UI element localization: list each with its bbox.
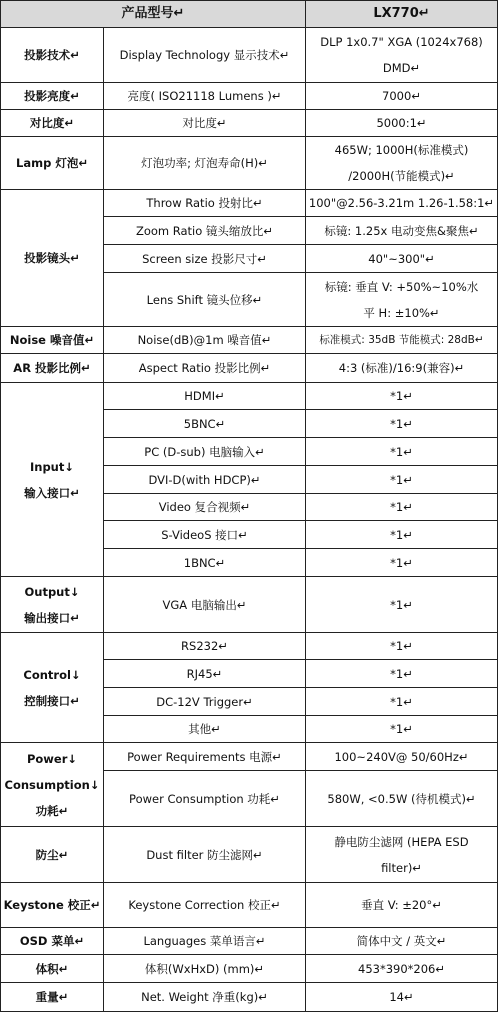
value-cell: 580W, <0.5W (待机模式)↵ xyxy=(306,771,498,827)
item-cell: DVI-D(with HDCP)↵ xyxy=(104,466,306,494)
item-cell: Throw Ratio 投射比↵ xyxy=(104,190,306,217)
value-cell: *1↵ xyxy=(306,383,498,410)
value-cell: 标镜: 1.25x 电动变焦&聚焦↵ xyxy=(306,217,498,245)
header-model-value: LX770↵ xyxy=(306,1,498,28)
value-cell: *1↵ xyxy=(306,521,498,549)
value-cell: 简体中文 / 英文↵ xyxy=(306,928,498,955)
table-row xyxy=(1,83,498,110)
value-line: filter)↵ xyxy=(381,860,422,875)
item-cell: Power Requirements 电源↵ xyxy=(104,743,306,771)
category-line: 输出接口↵ xyxy=(24,610,80,625)
item-cell: 对比度↵ xyxy=(104,110,306,137)
category-line: 控制接口↵ xyxy=(24,693,80,708)
category-cell: 投影镜头↵ xyxy=(1,190,104,327)
category-line: Output↓ xyxy=(24,584,80,599)
value-cell: *1↵ xyxy=(306,549,498,577)
value-line: /2000H(节能模式)↵ xyxy=(348,169,455,183)
category-cell xyxy=(1,577,104,633)
item-cell: Languages 菜单语言↵ xyxy=(104,928,306,955)
table-row xyxy=(1,883,498,928)
item-cell: DC-12V Trigger↵ xyxy=(104,688,306,716)
item-cell: VGA 电脑输出↵ xyxy=(104,577,306,633)
item-cell: Noise(dB)@1m 噪音值↵ xyxy=(104,327,306,354)
category-cell xyxy=(1,383,104,577)
category-line: Control↓ xyxy=(23,667,81,682)
category-cell: 体积↵ xyxy=(1,955,104,983)
category-cell: 防尘↵ xyxy=(1,827,104,883)
value-line: 465W; 1000H(标准模式) xyxy=(334,143,469,157)
category-line: Input↓ xyxy=(29,459,75,474)
category-line: 功耗↵ xyxy=(35,803,69,818)
item-cell: Power Consumption 功耗↵ xyxy=(104,771,306,827)
value-cell: *1↵ xyxy=(306,438,498,466)
item-cell: 亮度( ISO21118 Lumens )↵ xyxy=(104,83,306,110)
value-line: 平 H: ±10%↵ xyxy=(363,305,440,320)
category-line: Power↓ xyxy=(26,751,78,766)
item-cell: PC (D-sub) 电脑输入↵ xyxy=(104,438,306,466)
item-cell: Zoom Ratio 镜头缩放比↵ xyxy=(104,217,306,245)
value-cell: 14↵ xyxy=(306,983,498,1012)
table-row xyxy=(1,577,498,633)
value-cell: 40"~300"↵ xyxy=(306,245,498,273)
item-cell: Keystone Correction 校正↵ xyxy=(104,883,306,928)
table-row xyxy=(1,633,498,660)
item-cell: 1BNC↵ xyxy=(104,549,306,577)
value-cell: *1↵ xyxy=(306,660,498,688)
category-cell xyxy=(1,743,104,827)
value-cell: *1↵ xyxy=(306,494,498,521)
table-row xyxy=(1,137,498,190)
value-line: DMD↵ xyxy=(382,61,421,75)
table-row xyxy=(1,383,498,410)
table-row xyxy=(1,354,498,383)
value-cell: *1↵ xyxy=(306,410,498,438)
value-cell: 标准模式: 35dB 节能模式: 28dB↵ xyxy=(306,327,498,354)
value-cell: 4:3 (标准)/16:9(兼容)↵ xyxy=(306,354,498,383)
value-line: DLP 1x0.7" XGA (1024x768) xyxy=(320,35,483,49)
item-cell: RS232↵ xyxy=(104,633,306,660)
value-cell: *1↵ xyxy=(306,688,498,716)
category-cell: 重量↵ xyxy=(1,983,104,1012)
item-cell: 5BNC↵ xyxy=(104,410,306,438)
table-row xyxy=(1,110,498,137)
category-cell: Lamp 灯泡↵ xyxy=(1,137,104,190)
category-cell: AR 投影比例↵ xyxy=(1,354,104,383)
item-cell: 体积(WxHxD) (mm)↵ xyxy=(104,955,306,983)
category-cell: 投影技术↵ xyxy=(1,28,104,83)
item-cell: Lens Shift 镜头位移↵ xyxy=(104,273,306,327)
category-cell: 投影亮度↵ xyxy=(1,83,104,110)
item-cell: Net. Weight 净重(kg)↵ xyxy=(104,983,306,1012)
value-cell xyxy=(306,28,498,83)
value-line: 静电防尘滤网 (HEPA ESD xyxy=(334,834,469,849)
value-cell: *1↵ xyxy=(306,577,498,633)
table-row xyxy=(1,983,498,1012)
category-line: 输入接口↵ xyxy=(24,485,80,500)
item-cell: Aspect Ratio 投影比例↵ xyxy=(104,354,306,383)
table-row xyxy=(1,327,498,354)
value-cell: *1↵ xyxy=(306,466,498,494)
table-row xyxy=(1,827,498,883)
value-cell: 100~240V@ 50/60Hz↵ xyxy=(306,743,498,771)
category-cell: OSD 菜单↵ xyxy=(1,928,104,955)
category-cell xyxy=(1,633,104,743)
table-row xyxy=(1,928,498,955)
value-cell: 453*390*206↵ xyxy=(306,955,498,983)
item-cell: RJ45↵ xyxy=(104,660,306,688)
table-row xyxy=(1,955,498,983)
item-cell: HDMI↵ xyxy=(104,383,306,410)
item-cell: Video 复合视频↵ xyxy=(104,494,306,521)
item-cell: Display Technology 显示技术↵ xyxy=(104,28,306,83)
category-cell: Keystone 校正↵ xyxy=(1,883,104,928)
value-cell: 5000:1↵ xyxy=(306,110,498,137)
value-cell: *1↵ xyxy=(306,716,498,743)
value-cell: 垂直 V: ±20°↵ xyxy=(306,883,498,928)
table-row xyxy=(1,743,498,771)
value-cell: 7000↵ xyxy=(306,83,498,110)
value-cell xyxy=(306,137,498,190)
value-cell xyxy=(306,273,498,327)
value-cell: *1↵ xyxy=(306,633,498,660)
category-line: Consumption↓ xyxy=(4,777,100,792)
value-cell xyxy=(306,827,498,883)
item-cell: Dust filter 防尘滤网↵ xyxy=(104,827,306,883)
value-line: 标镜: 垂直 V: +50%~10%水 xyxy=(324,279,479,294)
table-row xyxy=(1,28,498,83)
item-cell: Screen size 投影尺寸↵ xyxy=(104,245,306,273)
category-cell: 对比度↵ xyxy=(1,110,104,137)
item-cell: 其他↵ xyxy=(104,716,306,743)
table-row xyxy=(1,190,498,217)
item-cell: S-VideoS 接口↵ xyxy=(104,521,306,549)
category-cell: Noise 噪音值↵ xyxy=(1,327,104,354)
value-cell: 100"@2.56-3.21m 1.26-1.58:1↵ xyxy=(306,190,498,217)
header-model-label: 产品型号↵ xyxy=(1,1,306,28)
item-cell: 灯泡功率; 灯泡寿命(H)↵ xyxy=(104,137,306,190)
header-row xyxy=(1,1,498,28)
